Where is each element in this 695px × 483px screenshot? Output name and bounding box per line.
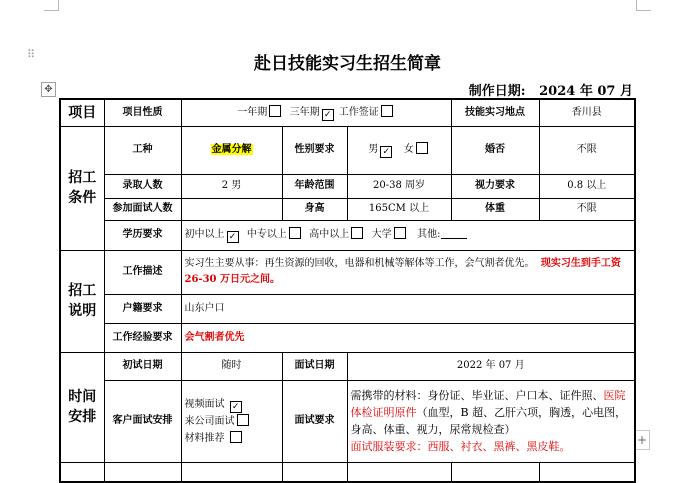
recruit-section-label: 招工条件 — [60, 126, 104, 250]
arr-video-label: 视频面试 — [184, 398, 225, 410]
checkbox-edu-university[interactable] — [394, 227, 406, 239]
arr-material-label: 材料推荐 — [184, 432, 225, 444]
checkbox-work-visa[interactable] — [381, 105, 393, 117]
arrange-options — [181, 380, 282, 462]
next-row-cell-5 — [347, 462, 451, 482]
add-row-plus-icon[interactable]: + — [634, 430, 650, 450]
next-row-cell-7 — [539, 462, 635, 482]
page-corner-marker-right — [636, 0, 651, 11]
hukou-row — [60, 294, 635, 323]
checkbox-three-year[interactable]: ✓ — [322, 109, 334, 121]
next-row-cell-3 — [181, 462, 282, 482]
work-section-label: 招工说明 — [60, 250, 104, 352]
gender-label: 性别要求 — [282, 126, 347, 174]
female-label: 女 — [403, 144, 414, 155]
edu-other-label: 其他: — [417, 229, 441, 240]
job-desc-row — [60, 250, 635, 294]
job-label: 工种 — [104, 126, 181, 174]
location-label: 技能实习地点 — [451, 99, 539, 126]
desc-label: 工作描述 — [104, 250, 181, 294]
interview-count-label: 参加面试人数 — [104, 198, 181, 220]
opt-work-visa-label: 工作签证 — [338, 106, 379, 118]
recruitment-table — [59, 98, 636, 483]
opt-three-year-label: 三年期 — [289, 106, 320, 118]
hukou-label: 户籍要求 — [104, 294, 181, 323]
edu-options — [181, 220, 635, 250]
desc-salary: 现实习生到手工资 26-30 万日元之间。 — [184, 258, 621, 285]
edu-opt-high: 高中以上 — [309, 229, 350, 240]
age-value: 20-38 周岁 — [347, 174, 451, 198]
date-line — [469, 80, 633, 99]
checkbox-edu-technical[interactable] — [289, 227, 301, 239]
edu-opt-university: 大学 — [371, 229, 392, 240]
next-row-cell-2 — [104, 462, 181, 482]
marriage-value: 不限 — [539, 126, 635, 174]
checkbox-edu-high[interactable] — [351, 227, 363, 239]
exp-label: 工作经验要求 — [104, 323, 181, 352]
checkbox-one-year[interactable] — [269, 105, 281, 117]
project-label: 项目 — [60, 99, 104, 126]
first-date-label: 初试日期 — [104, 352, 181, 380]
interview-count-value — [181, 198, 282, 220]
edu-other-blank[interactable] — [441, 228, 467, 239]
next-row-cell-1 — [60, 462, 104, 482]
checkbox-onsite[interactable] — [237, 414, 249, 426]
first-date-value: 随时 — [181, 352, 282, 380]
checkbox-video[interactable]: ✓ — [230, 401, 242, 413]
project-row — [60, 99, 635, 126]
req-text-2: （血型，B 超、乙肝六项，胸透，心电图，身高、体重、视力，尿常规检查） — [350, 406, 627, 436]
marriage-label: 婚否 — [451, 126, 539, 174]
req-label: 面试要求 — [282, 380, 347, 462]
date-label: 制作日期: — [468, 84, 526, 99]
height-value: 165CM 以上 — [347, 198, 451, 220]
interview-date-label: 面试日期 — [282, 352, 347, 380]
desc-text: 实习生主要从事：再生资源的回收，电器和机械等解体等工作，会气割者优先。 — [184, 258, 535, 269]
next-row-cell-6 — [451, 462, 539, 482]
job-cell — [181, 126, 282, 174]
desc-cell — [181, 250, 635, 294]
req-text-1: 需携带的材料：身份证、毕业证、户口本、证件照、 — [350, 389, 604, 402]
edu-label: 学历要求 — [104, 220, 181, 250]
height-label: 身高 — [282, 198, 347, 220]
req-cell — [347, 380, 635, 462]
interview-date-value: 2022 年 07 月 — [347, 352, 635, 380]
arrangement-row — [60, 380, 635, 462]
date-row — [60, 352, 635, 380]
next-row-cell-4 — [282, 462, 347, 482]
page-corner-marker-left — [44, 0, 59, 11]
req-dress: 面试服装要求：西服、衬衣、黑裤、黑皮鞋。 — [350, 440, 571, 453]
age-label: 年龄范围 — [282, 174, 347, 198]
checkbox-material[interactable] — [230, 431, 242, 443]
count-row — [60, 174, 635, 198]
vision-value: 0.8 以上 — [539, 174, 635, 198]
job-row — [60, 126, 635, 174]
checkbox-edu-junior[interactable]: ✓ — [227, 231, 239, 243]
weight-label: 体重 — [451, 198, 539, 220]
req-medical: 医院体检证明原件 — [350, 389, 626, 419]
job-value: 金属分解 — [211, 144, 252, 155]
document-title: 赴日技能实习生招生简章 — [254, 54, 441, 74]
education-row — [60, 220, 635, 250]
gender-options — [347, 126, 451, 174]
next-row — [60, 462, 635, 482]
experience-row — [60, 323, 635, 352]
checkbox-female[interactable] — [416, 142, 428, 154]
project-nature-label: 项目性质 — [104, 99, 181, 126]
project-nature-options — [181, 99, 451, 126]
interview-count-row — [60, 198, 635, 220]
edu-opt-technical: 中专以上 — [246, 229, 287, 240]
hukou-value: 山东户口 — [181, 294, 635, 323]
drag-handle-icon[interactable]: ⠿ — [27, 48, 37, 61]
location-value: 香川县 — [539, 99, 635, 126]
schedule-section-label: 时间安排 — [60, 352, 104, 462]
edu-opt-junior: 初中以上 — [184, 229, 225, 240]
male-label: 男 — [368, 144, 379, 155]
arrange-label: 客户面试安排 — [104, 380, 181, 462]
arr-onsite-label: 来公司面试 — [184, 415, 235, 427]
vision-label: 视力要求 — [451, 174, 539, 198]
count-label: 录取人数 — [104, 174, 181, 198]
weight-value: 不限 — [539, 198, 635, 220]
checkbox-male[interactable]: ✓ — [380, 146, 392, 158]
table-move-handle-icon[interactable]: ✥ — [41, 82, 56, 97]
exp-value: 会气割者优先 — [181, 323, 635, 352]
count-value: 2 男 — [181, 174, 282, 198]
date-value: 2024 年 07 月 — [539, 84, 633, 99]
opt-one-year-label: 一年期 — [237, 106, 268, 118]
